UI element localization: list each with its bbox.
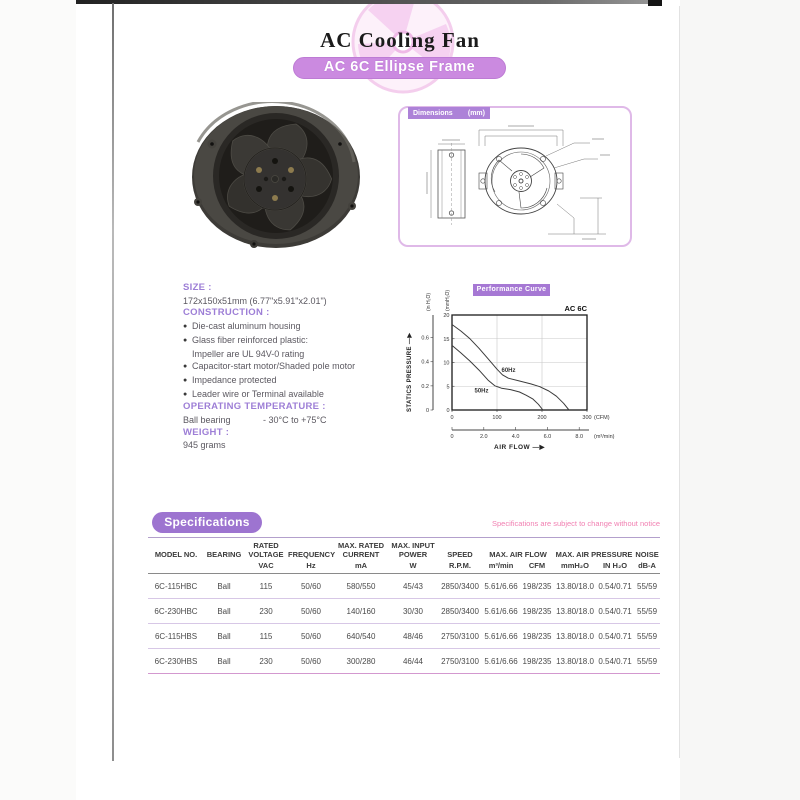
table-cell: 2750/3100 [438,624,482,649]
table-cell: 580/550 [334,574,388,599]
spec-note: Specifications are subject to change without notice [491,519,660,528]
dimensions-label: Dimensions [413,109,453,117]
dimensions-drawing [398,106,632,247]
table-cell: 5.61/6.66 [482,624,520,649]
chart-model-label: AC 6C [564,304,587,313]
construction-label: CONSTRUCTION : [183,307,270,319]
table-cell: 30/30 [388,599,438,624]
inh2o-tick-label: 0.2 [421,383,429,390]
x-tick-label: 200 [537,415,547,421]
construction-text: Glass fiber reinforced plastic: [192,334,309,345]
construction-text: Capacitor-start motor/Shaded pole motor [192,361,356,372]
table-cell: 230 [244,649,288,674]
table-cell: 0.54/0.71 [596,649,634,674]
table-cell: 300/280 [334,649,388,674]
m3min-tick-label: 6.0 [543,434,552,440]
mmh2o-unit-label: (mmH₂O) [445,289,451,311]
airflow-label: AIR FLOW —▶ [494,444,545,451]
bullet-icon: ● [183,336,188,344]
table-cell: 50/60 [288,574,334,599]
inh2o-tick-label: 0.4 [421,359,429,366]
table-cell: 6C-230HBC [148,599,204,624]
column-header: MODEL NO. [148,538,204,561]
dimensions-unit: (mm) [467,109,485,117]
column-header: MAX. AIR FLOW [482,538,554,561]
column-unit: W [388,560,438,574]
table-cell: Ball [204,574,244,599]
column-unit: Hz [288,560,334,574]
weight-label: WEIGHT : [183,426,230,438]
series-label-50Hz: 50Hz [474,388,489,395]
table-units-row [148,560,660,574]
table-cell: 50/60 [288,649,334,674]
table-row [148,649,660,674]
table-cell: 13.80/18.0 [554,599,596,624]
column-header: MAX. RATED CURRENT [334,538,388,561]
m3min-tick-label: 4.0 [511,434,520,440]
table-row [148,599,660,624]
subtitle-badge: AC 6C Ellipse Frame [293,57,506,79]
table-row [148,574,660,599]
column-unit: R.P.M. [438,560,482,574]
bullet-icon: ● [183,390,188,398]
m3min-unit-label: (m³/min) [594,434,615,440]
x-tick-label: 0 [450,415,454,421]
table-cell: Ball [204,599,244,624]
inh2o-tick-label: 0.6 [421,335,429,342]
bullet-icon: ● [183,376,188,384]
series-50Hz [452,345,543,410]
y-tick-label: 20 [443,313,450,319]
table-cell: 13.80/18.0 [554,574,596,599]
m3min-tick-label: 8.0 [575,434,584,440]
table-cell: 2750/3100 [438,649,482,674]
table-cell: 45/43 [388,574,438,599]
page-background [680,0,800,800]
m3min-tick-label: 2.0 [479,434,488,440]
table-cell: 6C-115HBC [148,574,204,599]
construction-list [183,320,408,401]
column-unit: CFM [520,560,554,574]
m3min-tick-label: 0 [450,434,454,440]
x-tick-label: 300 [582,415,592,421]
table-row [148,624,660,649]
specifications-badge: Specifications [152,512,262,533]
y-tick-label: 10 [443,360,450,367]
table-cell: 115 [244,574,288,599]
table-cell: 198/235 [520,624,554,649]
table-cell: 55/59 [634,574,660,599]
table-cell: 50/60 [288,599,334,624]
column-header: BEARING [204,538,244,561]
column-unit: VAC [244,560,288,574]
inh2o-tick-label: 0 [425,408,429,414]
y-tick-label: 5 [446,384,450,391]
construction-text: Impeller are UL 94V-0 rating [192,348,305,359]
table-cell: 48/46 [388,624,438,649]
spec-table [148,537,660,674]
construction-text: Leader wire or Terminal available [192,388,324,399]
table-cell: 5.61/6.66 [482,649,520,674]
temp-range: - 30°C to +75°C [263,415,327,426]
pressure-label: STATICS PRESSURE —▶ [407,332,413,412]
table-cell: 115 [244,624,288,649]
scan-artifact [648,0,662,6]
table-cell: 6C-230HBS [148,649,204,674]
column-header: SPEED [438,538,482,561]
scan-left-edge [112,3,114,761]
y-tick-label: 15 [443,336,450,343]
construction-text: Impedance protected [192,374,277,385]
table-header-row [148,538,660,561]
table-cell: 0.54/0.71 [596,599,634,624]
operating-temp-line [183,414,408,427]
x-unit-label: (CFM) [594,415,610,421]
bullet-icon: ● [183,323,188,331]
table-cell: 198/235 [520,599,554,624]
size-label: SIZE : [183,282,212,293]
table-cell: 0.54/0.71 [596,624,634,649]
bearing-type: Ball bearing [183,415,231,426]
y-tick-label: 0 [446,408,450,414]
table-cell: 55/59 [634,649,660,674]
column-header: MAX. AIR PRESSURE [554,538,634,561]
table-cell: 46/44 [388,649,438,674]
product-photo [188,102,364,256]
spec-table-wrap [148,537,660,674]
size-value: 172x150x51mm (6.77"x5.91"x2.01") [183,295,327,306]
column-header: FREQUENCY [288,538,334,561]
column-unit [148,560,204,574]
bullet-icon: ● [183,363,188,371]
column-unit: dB-A [634,560,660,574]
column-unit: mmH₂O [554,560,596,574]
construction-text: Die-cast aluminum housing [192,321,301,332]
table-cell: 2850/3400 [438,599,482,624]
construction-item [183,320,408,334]
column-header: RATED VOLTAGE [244,538,288,561]
table-cell: 640/540 [334,624,388,649]
table-cell: 13.80/18.0 [554,649,596,674]
scan-right-edge [679,6,680,758]
table-cell: 2850/3400 [438,574,482,599]
table-cell: 198/235 [520,649,554,674]
table-cell: 13.80/18.0 [554,624,596,649]
weight-value: 945 grams [183,440,226,451]
table-cell: 6C-115HBS [148,624,204,649]
x-tick-label: 100 [492,415,502,421]
column-header: NOISE [634,538,660,561]
table-cell: 0.54/0.71 [596,574,634,599]
column-header: MAX. INPUT POWER [388,538,438,561]
table-cell: 5.61/6.66 [482,599,520,624]
performance-curve-svg [398,273,640,455]
scan-top-edge [76,0,662,4]
spec-text-block [183,282,408,452]
spec-table-body [148,574,660,674]
column-unit: mA [334,560,388,574]
table-cell: 230 [244,599,288,624]
table-cell: 50/60 [288,624,334,649]
table-cell: Ball [204,624,244,649]
inh2o-unit-label: (in H₂O) [426,292,432,311]
column-unit: IN H₂O [596,560,634,574]
operating-temp-label: OPERATING TEMPERATURE : [183,401,326,413]
construction-item [183,360,408,374]
construction-item [183,388,408,402]
table-cell: Ball [204,649,244,674]
construction-item [183,334,408,348]
page-title: AC Cooling Fan [320,28,480,52]
construction-item [183,348,408,361]
construction-item [183,374,408,388]
table-cell: 140/160 [334,599,388,624]
column-unit: m³/min [482,560,520,574]
table-cell: 55/59 [634,624,660,649]
table-cell: 55/59 [634,599,660,624]
column-unit [204,560,244,574]
table-cell: 5.61/6.66 [482,574,520,599]
performance-curve-badge: Performance Curve [473,284,550,296]
table-cell: 198/235 [520,574,554,599]
series-label-60Hz: 60Hz [501,368,516,374]
